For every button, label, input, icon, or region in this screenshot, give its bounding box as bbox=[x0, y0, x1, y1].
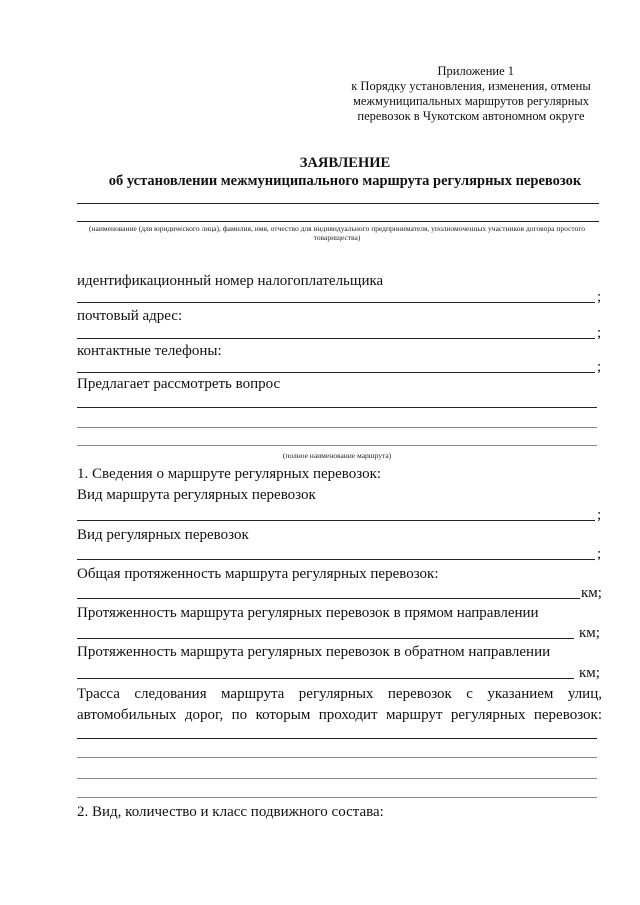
total-length-label: Общая протяженность маршрута регулярных перевозок: bbox=[77, 566, 439, 582]
semicolon: ; bbox=[597, 507, 602, 523]
total-length-field[interactable] bbox=[77, 598, 580, 599]
route-type-field[interactable] bbox=[77, 520, 595, 521]
postal-address-field[interactable] bbox=[77, 338, 595, 339]
route-name-field[interactable] bbox=[77, 407, 597, 408]
route-path-field[interactable] bbox=[77, 778, 597, 779]
route-type-label: Вид маршрута регулярных перевозок bbox=[77, 487, 316, 503]
section1-heading: 1. Сведения о маршруте регулярных перевозок: bbox=[77, 466, 382, 482]
route-name-field[interactable] bbox=[77, 445, 597, 446]
route-path-field[interactable] bbox=[77, 757, 597, 758]
semicolon: ; bbox=[597, 546, 602, 562]
phones-field[interactable] bbox=[77, 372, 595, 373]
forward-length-field[interactable] bbox=[77, 638, 574, 639]
route-path-label: Трасса следования маршрута регулярных перевозок с указанием улиц, автомобильных дорог, по которым проходит маршрут регулярных перевозок: bbox=[77, 686, 602, 723]
route-caption: (полное наименование маршрута) bbox=[282, 451, 392, 460]
route-path-field[interactable] bbox=[77, 797, 597, 798]
appendix-title: Приложение 1 bbox=[437, 64, 514, 78]
route-name-field[interactable] bbox=[77, 427, 597, 428]
semicolon: ; bbox=[597, 325, 602, 341]
applicant-name-line[interactable] bbox=[77, 221, 599, 222]
document-subtitle: об установлении межмуниципального маршрута регулярных перевозок bbox=[108, 173, 582, 189]
phones-label: контактные телефоны: bbox=[77, 343, 222, 359]
postal-address-label: почтовый адрес: bbox=[77, 308, 183, 324]
semicolon: ; bbox=[597, 289, 602, 305]
km-unit: км; bbox=[579, 625, 600, 641]
appendix-line: к Порядку установления, изменения, отмены bbox=[351, 79, 591, 93]
inn-label: идентификационный номер налогоплательщика bbox=[77, 273, 384, 289]
appendix-line: межмуниципальных маршрутов регулярных bbox=[352, 94, 590, 108]
route-path-field[interactable] bbox=[77, 738, 597, 739]
inn-field[interactable] bbox=[77, 302, 595, 303]
reverse-length-field[interactable] bbox=[77, 678, 574, 679]
km-unit: км; bbox=[579, 665, 600, 681]
applicant-name-line[interactable] bbox=[77, 203, 599, 204]
applicant-caption: (наименование (для юридического лица), фамилия, имя, отчество для индивидуального предпринимателя, уполномоченных участников договора простого товарищества) bbox=[89, 224, 585, 242]
km-unit: км; bbox=[581, 585, 602, 601]
proposal-label: Предлагает рассмотреть вопрос bbox=[77, 376, 281, 392]
reverse-length-label: Протяженность маршрута регулярных перевозок в обратном направлении bbox=[77, 644, 551, 660]
appendix-line: перевозок в Чукотском автономном округе bbox=[357, 109, 585, 123]
appendix-block bbox=[340, 64, 602, 124]
transport-type-label: Вид регулярных перевозок bbox=[77, 527, 249, 543]
transport-type-field[interactable] bbox=[77, 559, 595, 560]
section2-heading: 2. Вид, количество и класс подвижного состава: bbox=[77, 804, 384, 820]
forward-length-label: Протяженность маршрута регулярных перевозок в прямом направлении bbox=[77, 605, 539, 621]
semicolon: ; bbox=[597, 359, 602, 375]
document-title: ЗАЯВЛЕНИЕ bbox=[299, 155, 391, 171]
